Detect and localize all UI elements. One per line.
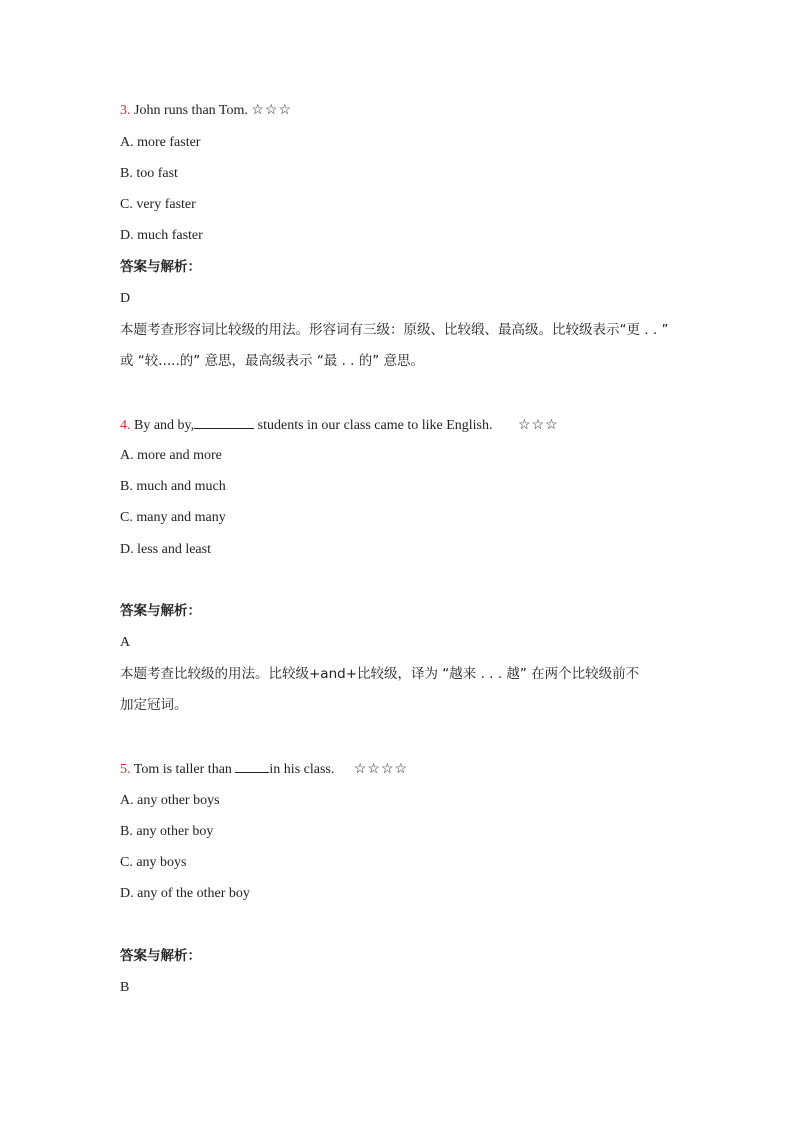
option-c: C. any boys bbox=[120, 855, 187, 870]
difficulty-stars: ☆☆☆☆ bbox=[353, 762, 409, 777]
question-5-text-before: Tom is taller than bbox=[133, 762, 232, 777]
option-d: D. much faster bbox=[120, 228, 203, 243]
option-b: B. much and much bbox=[120, 479, 226, 494]
answer-blank bbox=[194, 416, 254, 429]
question-4-text-after: students in our class came to like English. bbox=[257, 418, 493, 433]
explanation-line: 本题考查形容词比较级的用法。形容词有三级：原级、比较缎、最高级。比较级表示“更 . . ” bbox=[120, 322, 669, 338]
answer-heading: 答案与解析： bbox=[120, 259, 201, 275]
question-4-stem bbox=[120, 416, 559, 435]
answer-heading: 答案与解析： bbox=[120, 603, 201, 619]
explanation-line: 加定冠词。 bbox=[120, 697, 188, 713]
answer-heading: 答案与解析： bbox=[120, 948, 201, 964]
option-b: B. any other boy bbox=[120, 824, 214, 839]
answer-value: A bbox=[120, 635, 131, 650]
question-3-stem bbox=[120, 102, 292, 120]
answer-value: B bbox=[120, 980, 130, 995]
option-d: D. less and least bbox=[120, 542, 211, 557]
question-3-number: 3. bbox=[120, 103, 131, 118]
option-a: A. more and more bbox=[120, 448, 222, 463]
difficulty-stars: ☆☆☆ bbox=[518, 418, 559, 433]
option-b: B. too fast bbox=[120, 166, 178, 181]
explanation-line: 本题考查比较级的用法。比较级+and+比较级，译为 “越来 . . . 越” 在两个比较级前不 bbox=[120, 666, 640, 682]
option-a: A. more faster bbox=[120, 135, 201, 150]
answer-blank bbox=[235, 760, 269, 773]
option-a: A. any other boys bbox=[120, 793, 220, 808]
option-d: D. any of the other boy bbox=[120, 886, 250, 901]
explanation-line: 或 “较.....的” 意思，最高级表示 “最 . . 的” 意思。 bbox=[120, 353, 425, 369]
difficulty-stars: ☆☆☆ bbox=[251, 103, 293, 118]
option-c: C. very faster bbox=[120, 197, 196, 212]
question-5-stem bbox=[120, 760, 408, 779]
question-4-text-before: By and by, bbox=[134, 418, 195, 433]
answer-value: D bbox=[120, 291, 131, 306]
option-c: C. many and many bbox=[120, 510, 226, 525]
question-5-number: 5. bbox=[120, 762, 131, 777]
question-5-text-after: in his class. bbox=[269, 762, 335, 777]
question-3-text: John runs than Tom. bbox=[134, 103, 248, 118]
question-4-number: 4. bbox=[120, 418, 131, 433]
